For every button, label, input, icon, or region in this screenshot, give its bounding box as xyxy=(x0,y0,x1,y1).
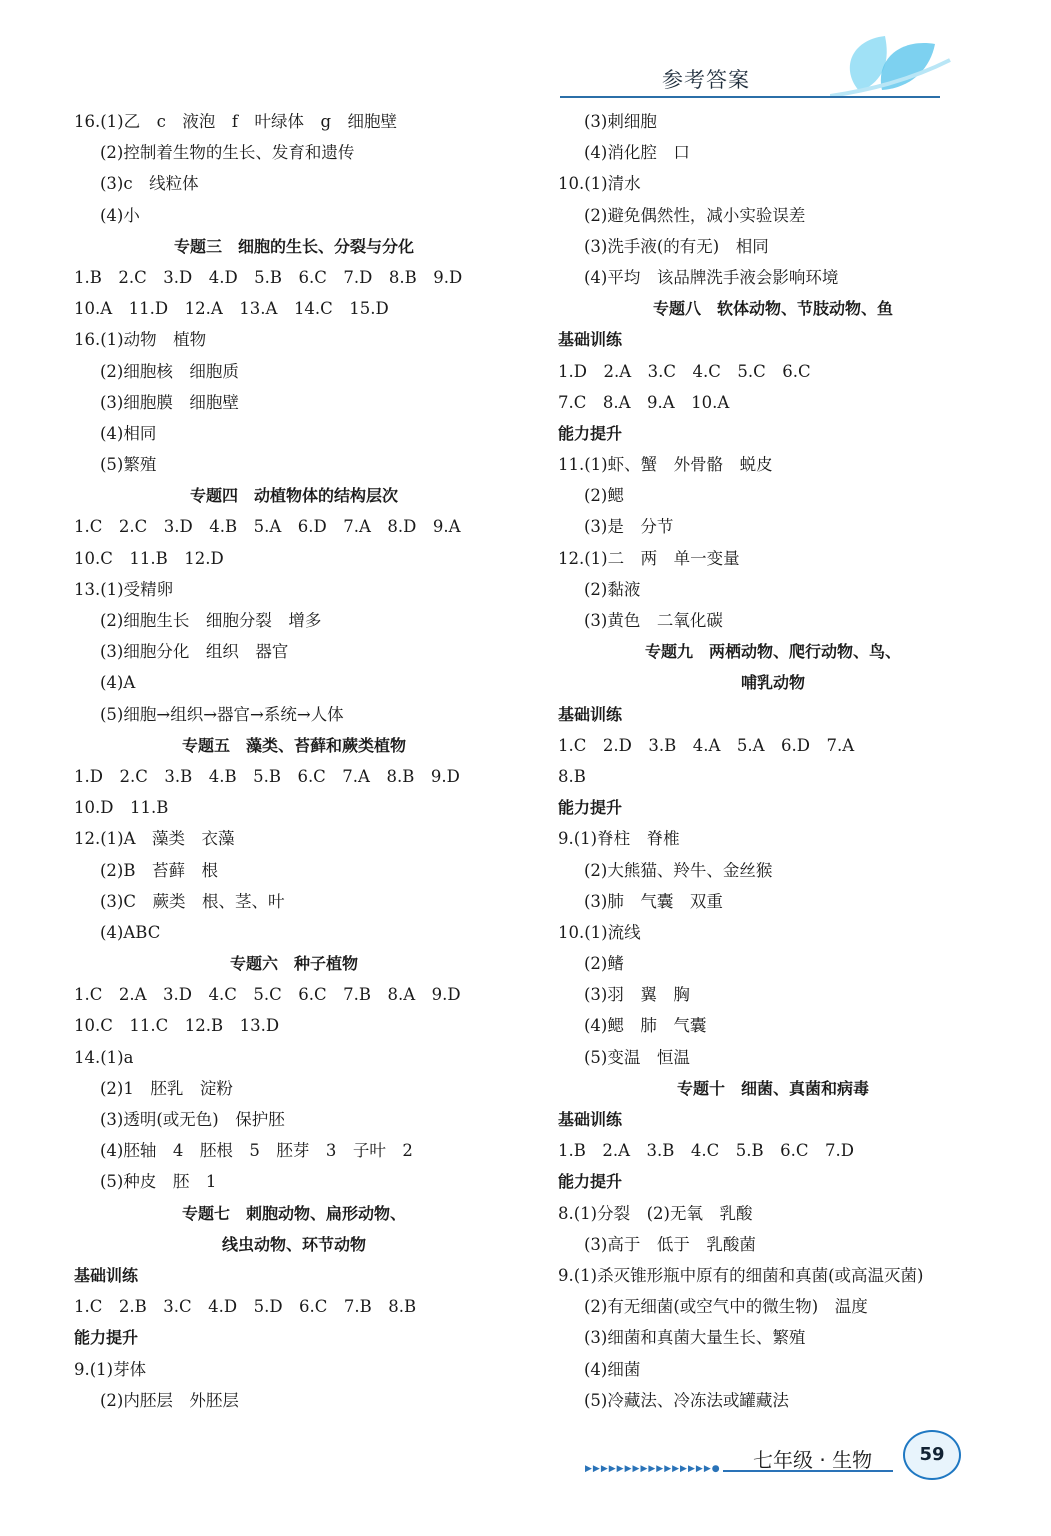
answer-line: 1.D 2.A 3.C 4.C 5.C 6.C xyxy=(558,361,811,381)
answer-line: (4)相同 xyxy=(100,423,157,443)
answer-line: 1.B 2.C 3.D 4.D 5.B 6.C 7.D 8.B 9.D xyxy=(74,267,463,287)
answer-line: (3)肺 气囊 双重 xyxy=(584,891,723,911)
answer-line: 10.D 11.B xyxy=(74,798,169,818)
answer-line: 1.C 2.A 3.D 4.C 5.C 6.C 7.B 8.A 9.D xyxy=(74,985,461,1005)
grade-subject-label: 七年级 · 生物 xyxy=(753,1448,873,1472)
answer-line: 9.(1)杀灭锥形瓶中原有的细菌和真菌(或高温灭菌) xyxy=(558,1265,924,1285)
section-label: 基础训练 xyxy=(558,330,623,350)
topic-heading: 专题八 软体动物、节肢动物、鱼 xyxy=(652,299,893,319)
answer-line: (4)A xyxy=(100,673,136,693)
answer-line: (2)B 苔藓 根 xyxy=(100,860,218,880)
answer-line: (2)避免偶然性，减小实验误差 xyxy=(584,205,806,225)
page-number-badge xyxy=(903,1430,961,1480)
answer-line: 1.C 2.C 3.D 4.B 5.A 6.D 7.A 8.D 9.A xyxy=(74,517,461,537)
answer-line: (2)1 胚乳 淀粉 xyxy=(100,1078,233,1098)
answer-line: (4)平均 该品牌洗手液会影响环境 xyxy=(584,267,839,287)
answer-line: (4)消化腔 口 xyxy=(584,143,690,163)
answer-line: (2)鳍 xyxy=(584,954,624,974)
answer-line: (3)洗手液(的有无) 相同 xyxy=(584,236,769,256)
leaf-logo-icon xyxy=(830,30,960,100)
topic-heading: 专题九 两栖动物、爬行动物、鸟、 xyxy=(644,642,901,662)
answer-line: (3)C 蕨类 根、茎、叶 xyxy=(100,891,285,911)
topic-heading: 专题十 细菌、真菌和病毒 xyxy=(676,1078,869,1098)
answer-line: (4)细菌 xyxy=(584,1359,641,1379)
answer-line: 11.(1)虾、蟹 外骨骼 蜕皮 xyxy=(558,455,773,475)
right-column xyxy=(558,106,988,1416)
answer-line: (5)变温 恒温 xyxy=(584,1047,690,1067)
answer-line: 9.(1)脊柱 脊椎 xyxy=(558,829,680,849)
section-label: 基础训练 xyxy=(74,1265,139,1285)
answer-line: 8.B xyxy=(558,766,586,786)
answer-line: (3)羽 翼 胸 xyxy=(584,985,690,1005)
answer-line: (3)刺细胞 xyxy=(584,112,657,131)
answer-line: (4)小 xyxy=(100,205,140,225)
answer-line: 10.(1)流线 xyxy=(558,922,641,942)
answer-line: (2)黏液 xyxy=(584,579,641,599)
header-divider xyxy=(560,96,940,98)
answer-line: (5)种皮 胚 1 xyxy=(100,1172,217,1192)
section-label: 基础训练 xyxy=(558,1110,623,1129)
topic-heading: 专题七 刺胞动物、扁形动物、 xyxy=(181,1203,406,1223)
answer-line: (2)内胚层 外胚层 xyxy=(100,1390,239,1410)
answer-line: (3)黄色 二氧化碳 xyxy=(584,611,723,630)
footer-arrow-dots: ▶▶▶▶▶▶▶▶▶▶▶▶▶▶▶▶● xyxy=(585,1464,721,1474)
answer-line: (2)鳃 xyxy=(584,486,624,506)
answer-line: 1.B 2.A 3.B 4.C 5.B 6.C 7.D xyxy=(558,1141,854,1161)
section-label: 能力提升 xyxy=(558,1172,623,1192)
answer-line: (5)繁殖 xyxy=(100,455,157,475)
left-column xyxy=(74,106,514,1416)
section-label: 能力提升 xyxy=(558,423,623,443)
answer-line: (3)细胞膜 细胞壁 xyxy=(100,392,239,412)
page-header xyxy=(560,30,960,105)
answer-line: (4)胚轴 4 胚根 5 胚芽 3 子叶 2 xyxy=(100,1141,413,1161)
answer-line: (2)控制着生物的生长、发育和遗传 xyxy=(100,143,355,163)
topic-heading: 专题三 细胞的生长、分裂与分化 xyxy=(173,236,414,256)
page-title: 参考答案 xyxy=(662,68,750,92)
answer-line: (3)高于 低于 乳酸菌 xyxy=(584,1234,756,1254)
answer-line: (5)细胞→组织→器官→系统→人体 xyxy=(100,704,344,724)
answer-line: 8.(1)分裂 (2)无氧 乳酸 xyxy=(558,1203,753,1223)
topic-heading: 专题四 动植物体的结构层次 xyxy=(189,486,398,506)
section-label: 能力提升 xyxy=(558,798,623,818)
topic-heading: 专题五 藻类、苔藓和蕨类植物 xyxy=(181,735,406,755)
answer-line: (2)大熊猫、羚牛、金丝猴 xyxy=(584,860,773,880)
answer-line: (5)冷藏法、冷冻法或罐藏法 xyxy=(584,1390,789,1410)
answer-line: 1.D 2.C 3.B 4.B 5.B 6.C 7.A 8.B 9.D xyxy=(74,766,460,786)
answer-line: (3)c 线粒体 xyxy=(100,174,199,194)
page-number: 59 xyxy=(919,1444,945,1465)
topic-heading: 线虫动物、环节动物 xyxy=(221,1234,366,1254)
answer-line: 12.(1)A 藻类 衣藻 xyxy=(74,829,235,849)
answer-line: 16.(1)乙 c 液泡 f 叶绿体 g 细胞壁 xyxy=(74,112,398,131)
answer-line: 1.C 2.D 3.B 4.A 5.A 6.D 7.A xyxy=(558,735,855,755)
answer-line: 16.(1)动物 植物 xyxy=(74,330,207,350)
answer-line: 12.(1)二 两 单一变量 xyxy=(558,548,740,568)
topic-heading: 专题六 种子植物 xyxy=(229,954,358,974)
answer-line: (4)ABC xyxy=(100,922,161,942)
answer-line: 14.(1)a xyxy=(74,1047,134,1067)
answer-line: 10.C 11.C 12.B 13.D xyxy=(74,1016,280,1036)
answer-line: 10.(1)清水 xyxy=(558,174,641,194)
answer-line: (2)有无细菌(或空气中的微生物) 温度 xyxy=(584,1297,868,1317)
answer-line: (2)细胞核 细胞质 xyxy=(100,361,239,381)
answer-line: 13.(1)受精卵 xyxy=(74,579,174,599)
answer-line: (3)是 分节 xyxy=(584,517,674,537)
answer-line: (2)细胞生长 细胞分裂 增多 xyxy=(100,611,322,630)
answer-line: 9.(1)芽体 xyxy=(74,1359,147,1379)
answer-line: 10.C 11.B 12.D xyxy=(74,548,224,568)
page-footer xyxy=(585,1430,1025,1490)
topic-heading: 哺乳动物 xyxy=(740,673,805,693)
answer-line: (3)透明(或无色) 保护胚 xyxy=(100,1110,285,1129)
section-label: 基础训练 xyxy=(558,704,623,724)
answer-line: 7.C 8.A 9.A 10.A xyxy=(558,392,730,412)
answer-line: 1.C 2.B 3.C 4.D 5.D 6.C 7.B 8.B xyxy=(74,1297,417,1317)
answer-line: 10.A 11.D 12.A 13.A 14.C 15.D xyxy=(74,299,389,319)
answer-line: (3)细胞分化 组织 器官 xyxy=(100,642,289,662)
answer-line: (3)细菌和真菌大量生长、繁殖 xyxy=(584,1328,806,1348)
section-label: 能力提升 xyxy=(74,1328,139,1348)
answer-line: (4)鳃 肺 气囊 xyxy=(584,1016,707,1036)
